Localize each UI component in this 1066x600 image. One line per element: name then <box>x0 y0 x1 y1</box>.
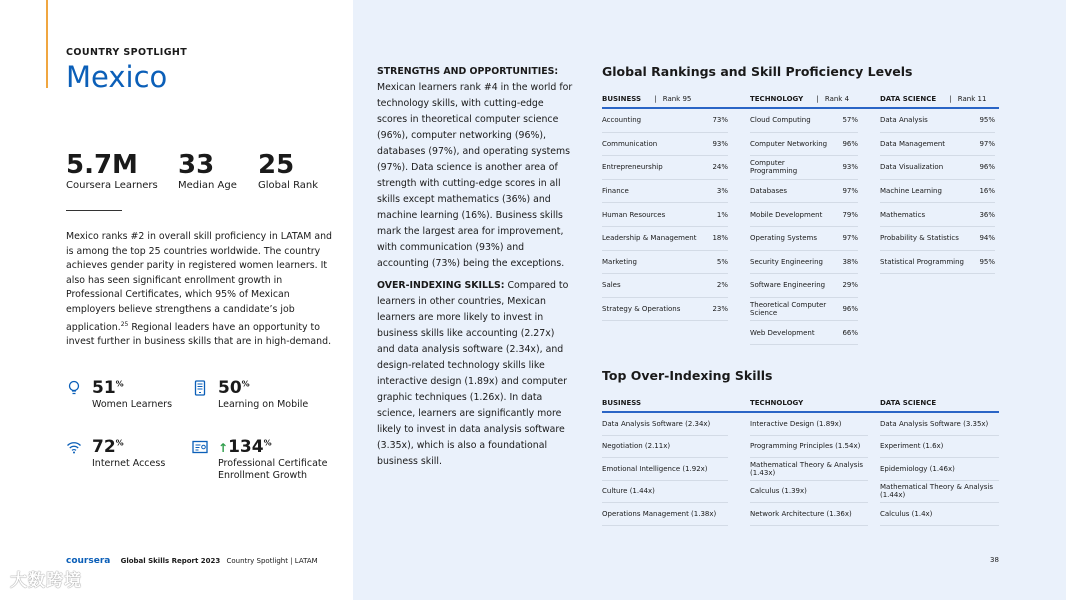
rankings-business-column <box>602 109 728 321</box>
skill-row <box>750 227 858 251</box>
skill-score: 79% <box>842 210 858 219</box>
overindex-skill: Calculus (1.4x) <box>880 509 933 518</box>
skill-row <box>750 133 858 157</box>
overindex-technology-column <box>750 413 868 526</box>
skill-score: 23% <box>712 305 728 314</box>
narrative-column <box>377 64 573 476</box>
skill-row <box>880 180 995 204</box>
skill-score: 97% <box>842 234 858 243</box>
skill-row <box>750 298 858 322</box>
skill-row <box>880 227 995 251</box>
overindex-skill: Calculus (1.39x) <box>750 487 807 496</box>
overindex-skill: Network Architecture (1.36x) <box>750 509 852 518</box>
skill-name: Software Engineering <box>750 281 826 290</box>
overindex-row <box>602 436 728 459</box>
intro-text: Mexico ranks #2 in overall skill proficiency in LATAM and is among the top 25 countries worldwide. The country achieves gender parity in registered women learners. It also has seen significant enrollment growth in Professional Certificates, which 95% of Mexican employers believe strengthens a candidate’s job application. <box>66 231 332 333</box>
skill-row <box>602 227 728 251</box>
skill-name: Accounting <box>602 116 642 125</box>
phone-icon <box>192 380 208 396</box>
skill-row <box>602 298 728 322</box>
overindex-table <box>602 399 999 524</box>
skill-score: 36% <box>979 210 995 219</box>
skill-row <box>750 274 858 298</box>
overindexing-heading: OVER-INDEXING SKILLS: <box>377 280 505 291</box>
skill-score: 1% <box>716 210 728 219</box>
overindex-skill: Epidemiology (1.46x) <box>880 464 955 473</box>
stat-value: 5.7M <box>66 150 138 180</box>
skill-row <box>880 133 995 157</box>
skill-row <box>750 109 858 133</box>
kpi-value: ↑134% <box>218 437 272 457</box>
skill-score: 16% <box>979 187 995 196</box>
overindex-row <box>750 481 868 504</box>
skill-row <box>602 133 728 157</box>
skill-score: 97% <box>842 187 858 196</box>
rankings-header-data-science: DATA SCIENCE | Rank 11 <box>880 95 987 103</box>
skill-score: 29% <box>842 281 858 290</box>
overindex-skill: Emotional Intelligence (1.92x) <box>602 464 708 473</box>
stat-value: 33 <box>178 150 215 180</box>
intro-text-after: Regional leaders have an opportunity to invest further in business skills that are in high-demand. <box>66 321 332 348</box>
strengths-heading: STRENGTHS AND OPPORTUNITIES: <box>377 66 559 77</box>
skill-row <box>602 274 728 298</box>
skill-row <box>602 156 728 180</box>
footer <box>66 556 318 566</box>
overindex-row <box>602 481 728 504</box>
rankings-title: Global Rankings and Skill Proficiency Levels <box>602 64 913 79</box>
overindex-header-technology: TECHNOLOGY <box>750 399 804 407</box>
skill-row <box>602 203 728 227</box>
watermark: 大数跨境 <box>10 571 82 591</box>
skill-score: 94% <box>979 234 995 243</box>
rankings-table <box>602 95 999 345</box>
skill-name: Statistical Programming <box>880 257 964 266</box>
skill-name: Leadership & Management <box>602 234 697 243</box>
overindex-row <box>750 503 868 526</box>
accent-line <box>46 0 48 88</box>
skill-score: 5% <box>716 257 728 266</box>
overindex-business-column <box>602 413 728 526</box>
report-title: Global Skills Report 2023 <box>120 557 221 565</box>
skill-name: Probability & Statistics <box>880 234 959 243</box>
skill-name: Machine Learning <box>880 187 942 196</box>
rankings-header-business: BUSINESS | Rank 95 <box>602 95 692 103</box>
overindexing-text: Compared to learners in other countries, Mexican learners are more likely to invest in business skills like accounting (2.27x) and data analysis software (2.34x), and design-related technology skills like interactive design (1.89x) and computer graphic techniques (1.26x). In data science, learners are significantly more likely to invest in data analysis software (3.35x), which is also a foundational business skill. <box>377 280 569 467</box>
overindex-header-data-science: DATA SCIENCE <box>880 399 937 407</box>
skill-name: Data Analysis <box>880 116 928 125</box>
coursera-logo: coursera <box>66 556 111 566</box>
skill-row <box>750 321 858 345</box>
overindex-row <box>880 481 999 504</box>
skill-score: 95% <box>979 257 995 266</box>
kpi-label: Learning on Mobile <box>218 399 309 410</box>
stat-global-rank <box>258 150 318 192</box>
lightbulb-icon <box>66 380 82 396</box>
skill-row <box>750 203 858 227</box>
kpi-value: 51% <box>92 378 124 398</box>
kpi-value: 72% <box>92 437 124 457</box>
skill-score: 97% <box>979 139 995 148</box>
skill-name: Finance <box>602 187 629 196</box>
skill-score: 18% <box>712 234 728 243</box>
skill-name: Cloud Computing <box>750 116 811 125</box>
skill-row <box>880 109 995 133</box>
skill-score: 93% <box>842 163 858 172</box>
stat-median-age <box>178 150 237 192</box>
overindex-skill: Operations Management (1.38x) <box>602 509 717 518</box>
skill-score: 95% <box>979 116 995 125</box>
skill-score: 3% <box>716 187 728 196</box>
skill-name: Databases <box>750 187 788 196</box>
overindex-skill: Experiment (1.6x) <box>880 442 944 451</box>
up-arrow-icon: ↑ <box>218 441 229 455</box>
overindex-skill: Mathematical Theory & Analysis (1.44x) <box>880 483 993 500</box>
skill-score: 96% <box>842 139 858 148</box>
divider <box>66 210 122 211</box>
overindex-row <box>602 458 728 481</box>
overindex-skill: Interactive Design (1.89x) <box>750 419 842 428</box>
skill-score: 38% <box>842 257 858 266</box>
skill-name: Entrepreneurship <box>602 163 663 172</box>
overindex-row <box>880 503 999 526</box>
overindex-skill: Culture (1.44x) <box>602 487 655 496</box>
skill-score: 96% <box>842 305 858 314</box>
footnote-ref[interactable]: 25 <box>120 320 129 328</box>
skill-name: Communication <box>602 139 658 148</box>
skill-row <box>880 156 995 180</box>
skill-name: Data Visualization <box>880 163 944 172</box>
skill-row <box>880 203 995 227</box>
overindex-row <box>602 413 728 436</box>
skill-score: 73% <box>712 116 728 125</box>
skill-row <box>602 109 728 133</box>
rankings-data-science-column <box>880 109 995 274</box>
overindex-skill: Mathematical Theory & Analysis (1.43x) <box>750 460 863 477</box>
stat-value: 25 <box>258 150 295 180</box>
skill-name: Computer Programming <box>750 159 798 176</box>
skill-score: 93% <box>712 139 728 148</box>
certificate-icon <box>192 439 208 455</box>
overindex-row <box>880 436 999 459</box>
overindex-title: Top Over-Indexing Skills <box>602 368 773 383</box>
stat-label: Median Age <box>178 180 237 191</box>
skill-score: 66% <box>842 328 858 337</box>
overindex-row <box>880 458 999 481</box>
skill-row <box>750 156 858 180</box>
kpi-value: 50% <box>218 378 250 398</box>
overindex-row <box>750 436 868 459</box>
skill-row <box>750 180 858 204</box>
overindex-row <box>880 413 999 436</box>
page-title: Mexico <box>66 60 168 94</box>
skill-score: 57% <box>842 116 858 125</box>
skill-name: Computer Networking <box>750 139 828 148</box>
skill-name: Data Management <box>880 139 946 148</box>
kpi-label: Women Learners <box>92 399 173 410</box>
strengths-text: Mexican learners rank #4 in the world for technology skills, with cutting-edge scores in theoretical computer science (96%), computer networking (96%), databases (97%), and operating systems (97%). Data science is another area of strength with cutting-edge scores in all skills except mathematics (36%) and machine learning (16%). Business skills mark the largest area for improvement, with communication (93%) and accounting (73%) being the exceptions. <box>377 82 573 269</box>
rankings-header-technology: TECHNOLOGY | Rank 4 <box>750 95 850 103</box>
skill-name: Human Resources <box>602 210 666 219</box>
overindex-row <box>750 458 868 481</box>
wifi-icon <box>66 439 82 455</box>
skill-row <box>880 251 995 275</box>
skill-row <box>602 251 728 275</box>
overindex-data-science-column <box>880 413 999 526</box>
stat-label: Global Rank <box>258 180 319 191</box>
skill-name: Marketing <box>602 257 637 266</box>
eyebrow-label: COUNTRY SPOTLIGHT <box>66 47 188 58</box>
overindex-row <box>602 503 728 526</box>
skill-name: Strategy & Operations <box>602 305 681 314</box>
skill-name: Mathematics <box>880 210 926 219</box>
stat-label: Coursera Learners <box>66 180 158 191</box>
overindex-row <box>750 413 868 436</box>
stat-learners <box>66 150 158 192</box>
skill-row <box>750 251 858 275</box>
skill-name: Mobile Development <box>750 210 823 219</box>
overindex-skill: Negotiation (2.11x) <box>602 442 671 451</box>
skill-row <box>602 180 728 204</box>
kpi-label: Internet Access <box>92 458 166 469</box>
overindex-skill: Programming Principles (1.54x) <box>750 442 861 451</box>
skill-name: Security Engineering <box>750 257 823 266</box>
skill-name: Sales <box>602 281 621 290</box>
rankings-technology-column <box>750 109 858 345</box>
skill-name: Theoretical Computer Science <box>750 301 827 318</box>
page-number: 38 <box>990 556 999 564</box>
skill-score: 2% <box>716 281 728 290</box>
skill-name: Web Development <box>750 328 815 337</box>
overindex-skill: Data Analysis Software (3.35x) <box>880 419 989 428</box>
overindex-skill: Data Analysis Software (2.34x) <box>602 419 711 428</box>
overindex-header-business: BUSINESS <box>602 399 642 407</box>
skill-score: 96% <box>979 163 995 172</box>
skill-score: 24% <box>712 163 728 172</box>
intro-paragraph <box>66 230 336 350</box>
section-label: Country Spotlight | LATAM <box>226 557 318 565</box>
skill-name: Operating Systems <box>750 234 817 243</box>
kpi-label: Professional Certificate Enrollment Growth <box>218 458 328 481</box>
